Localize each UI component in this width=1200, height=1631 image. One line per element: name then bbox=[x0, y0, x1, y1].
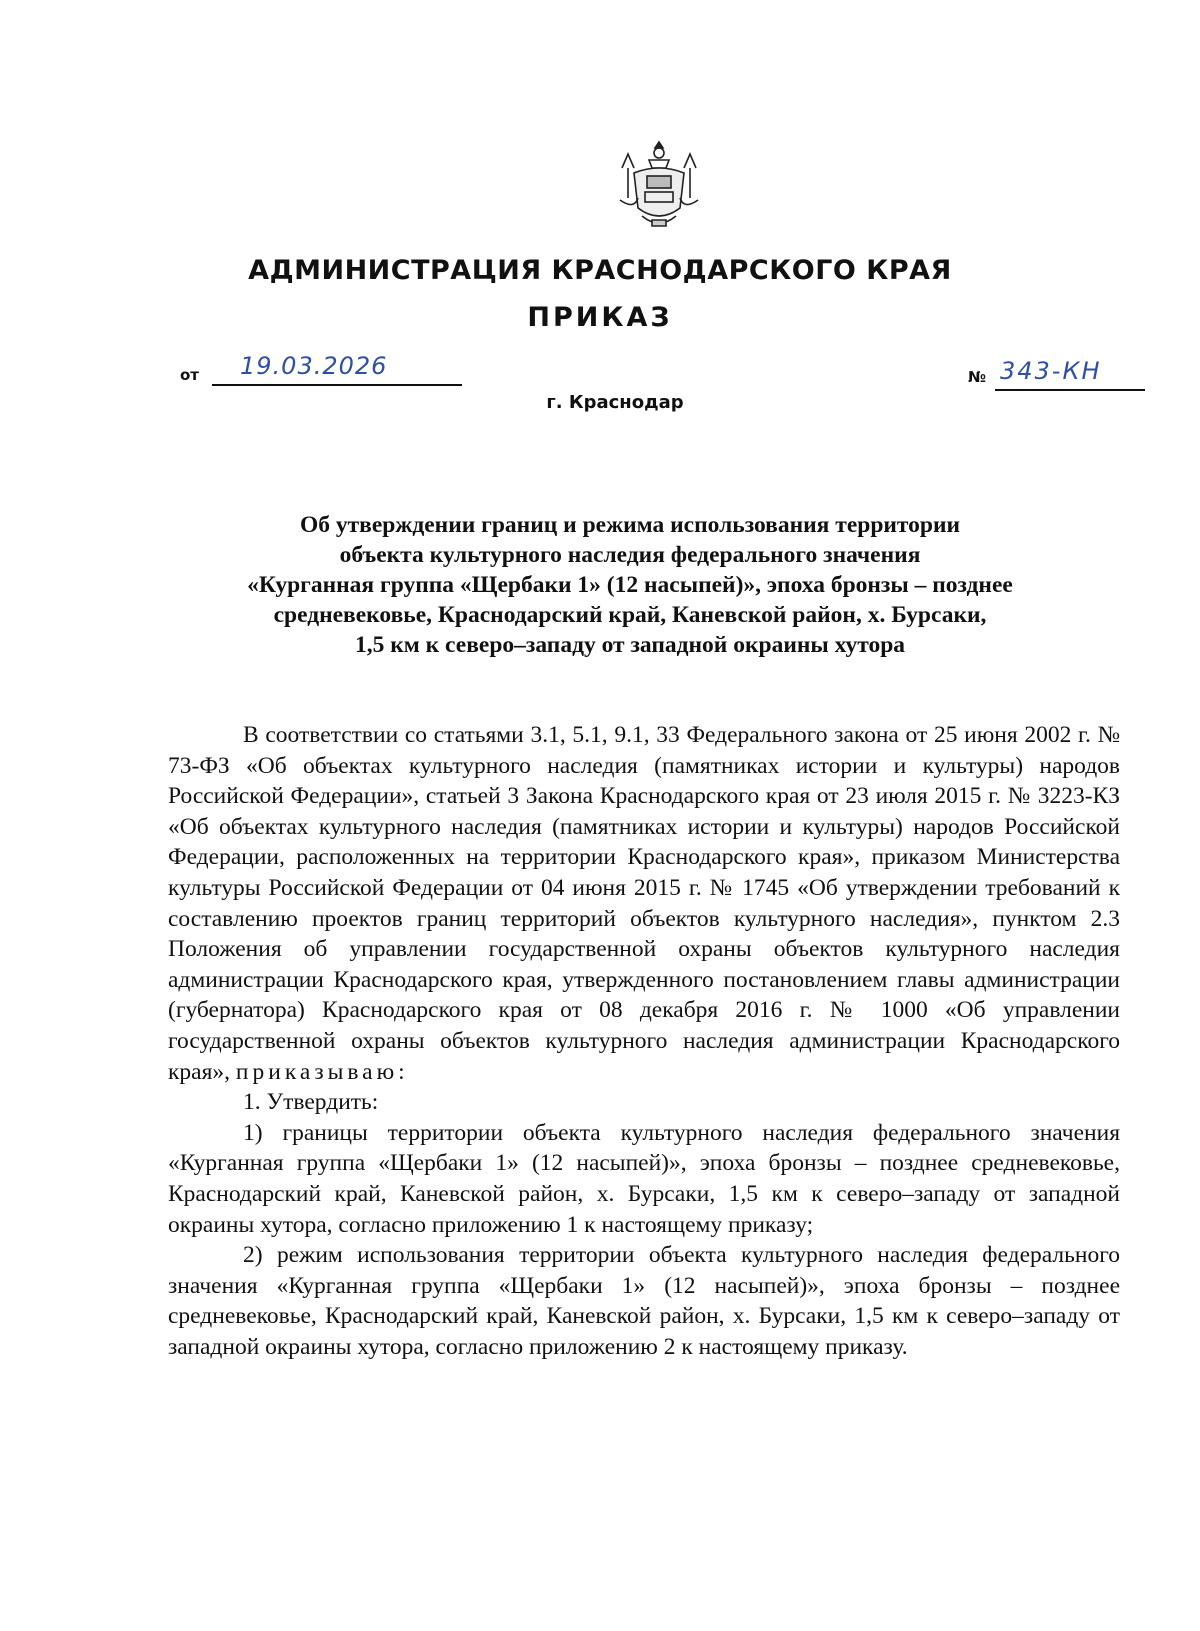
order-word: приказываю: bbox=[235, 1058, 409, 1085]
date-label: от bbox=[180, 366, 199, 384]
item-1: 1. Утвердить: bbox=[243, 1089, 379, 1116]
date-underline bbox=[212, 384, 462, 386]
item-1-1: 1) границы территории объекта культурного наследия федерального значения «Курганная группа «Щербаки 1» (12 насыпей)», эпоха бронзы – позднее средневековье, Краснодарский край, Каневской район, х. Бурсаки, 1,5 км к северо–западу от западной окраины хутора, согласно приложению 1 к настоящему приказу; bbox=[168, 1119, 1120, 1238]
title-line: «Курганная группа «Щербаки 1» (12 насыпей)», эпоха бронзы – позднее bbox=[247, 572, 1013, 598]
title-line: объекта культурного наследия федерального значения bbox=[339, 542, 921, 568]
order-body bbox=[168, 720, 1120, 1362]
title-line: 1,5 км к северо–западу от западной окраины хутора bbox=[354, 632, 906, 658]
title-line: Об утверждении границ и режима использования территории bbox=[299, 512, 961, 538]
item-1-2: 2) режим использования территории объекта культурного наследия федерального значения «Курганная группа «Щербаки 1» (12 насыпей)», эпоха бронзы – позднее средневековье, Краснодарский край, Каневской район, х. Бурсаки, 1,5 км к северо–западу от западной окраины хутора, согласно приложению 2 к настоящему приказу. bbox=[168, 1242, 1120, 1360]
date-handwritten: 19.03.2026 bbox=[240, 352, 388, 380]
document-type: ПРИКАЗ bbox=[527, 302, 673, 333]
number-underline bbox=[995, 389, 1145, 391]
title-line: средневековье, Краснодарский край, Каневской район, х. Бурсаки, bbox=[273, 602, 987, 628]
number-label: № bbox=[968, 368, 987, 386]
number-handwritten: 343-КН bbox=[1000, 357, 1102, 385]
city-name: г. Краснодар bbox=[546, 392, 684, 413]
preamble-text: В соответствии со статьями 3.1, 5.1, 9.1, 33 Федерального закона от 25 июня 2002 г. № 73-ФЗ «Об объектах культурного наследия (памятниках истории и культуры) народов Российской Федерации», статьей 3 Закона Краснодарского края от 23 июля 2015 г. № 3223-КЗ «Об объектах культурного наследия (памятниках истории и культуры) народов Российской Федерации, расположенных на территории Краснодарского края», приказом Министерства культуры Российской Федерации от 04 июня 2015 г. № 1745 «Об утверждении требований к составлению проектов границ территорий объектов культурного наследия», пунктом 2.3 Положения об управлении государственной охраны объектов культурного наследия администрации Краснодарского края, утвержденного постановлением главы администрации (губернатора) Краснодарского края от 08 декабря 2016 г. № 1000 «Об управлении государственной охраны объектов культурного наследия администрации Краснодарского края», bbox=[168, 722, 1120, 1085]
organization-name: АДМИНИСТРАЦИЯ КРАСНОДАРСКОГО КРАЯ bbox=[248, 255, 952, 286]
order-title bbox=[140, 510, 1120, 660]
coat-of-arms-icon bbox=[614, 138, 704, 230]
preamble-paragraph bbox=[168, 720, 1120, 1087]
